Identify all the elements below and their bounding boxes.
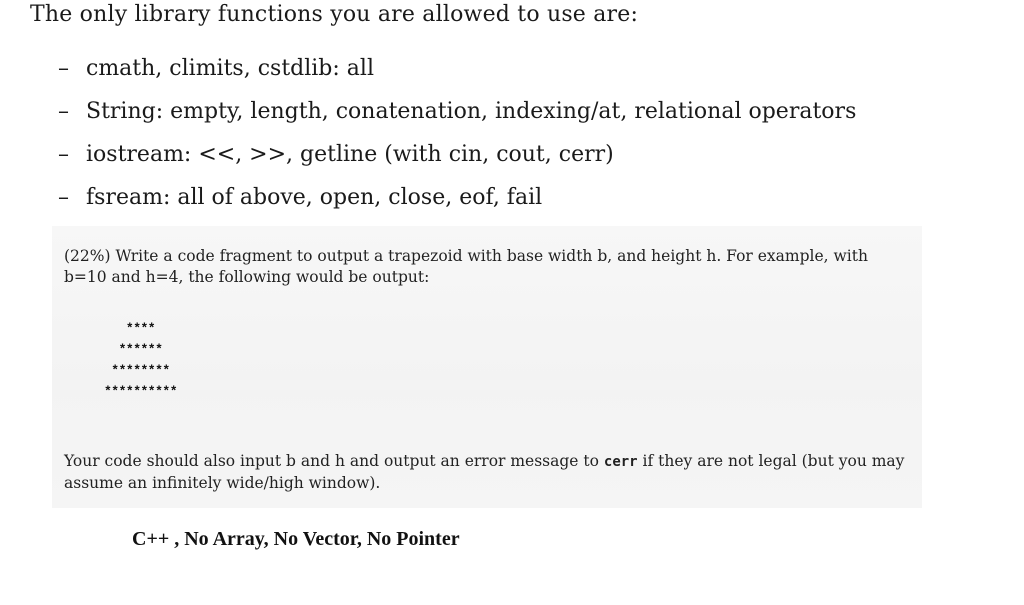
dash: – xyxy=(58,56,69,81)
restriction-note: C++ , No Array, No Vector, No Pointer xyxy=(132,528,460,550)
output-line: ********** xyxy=(104,384,178,399)
output-line: **** xyxy=(104,321,156,336)
output-line: ******** xyxy=(104,363,170,378)
question-prompt: (22%) Write a code fragment to output a trapezoid with base width b, and height h. For example, with b=10 and h=4, the following would be output: xyxy=(64,247,868,286)
rule-item xyxy=(58,181,856,224)
cerr-keyword: cerr xyxy=(603,454,638,470)
rule-text: String: empty, length, conatenation, indexing/at, relational operators xyxy=(86,99,857,124)
rule-text: fsream: all of above, open, close, eof, fail xyxy=(86,185,543,210)
followup-text-end: if they are not legal (but you may assume an infinitely wide/high window). xyxy=(64,452,905,492)
dash: – xyxy=(58,142,69,167)
allowed-functions-list xyxy=(58,52,856,224)
intro-text: The only library functions you are allowed to use are: xyxy=(30,2,639,27)
output-line: ****** xyxy=(104,342,163,357)
dash: – xyxy=(58,185,69,210)
example-output xyxy=(104,318,177,402)
rule-item xyxy=(58,95,856,138)
rule-text: cmath, climits, cstdlib: all xyxy=(86,56,374,81)
question-followup xyxy=(64,451,914,494)
dash: – xyxy=(58,99,69,124)
rule-text: iostream: <<, >>, getline (with cin, cout, cerr) xyxy=(86,142,614,167)
rule-item xyxy=(58,52,856,95)
scanned-question xyxy=(52,226,922,508)
followup-text: Your code should also input b and h and output an error message to xyxy=(64,452,604,470)
rule-item xyxy=(58,138,856,181)
